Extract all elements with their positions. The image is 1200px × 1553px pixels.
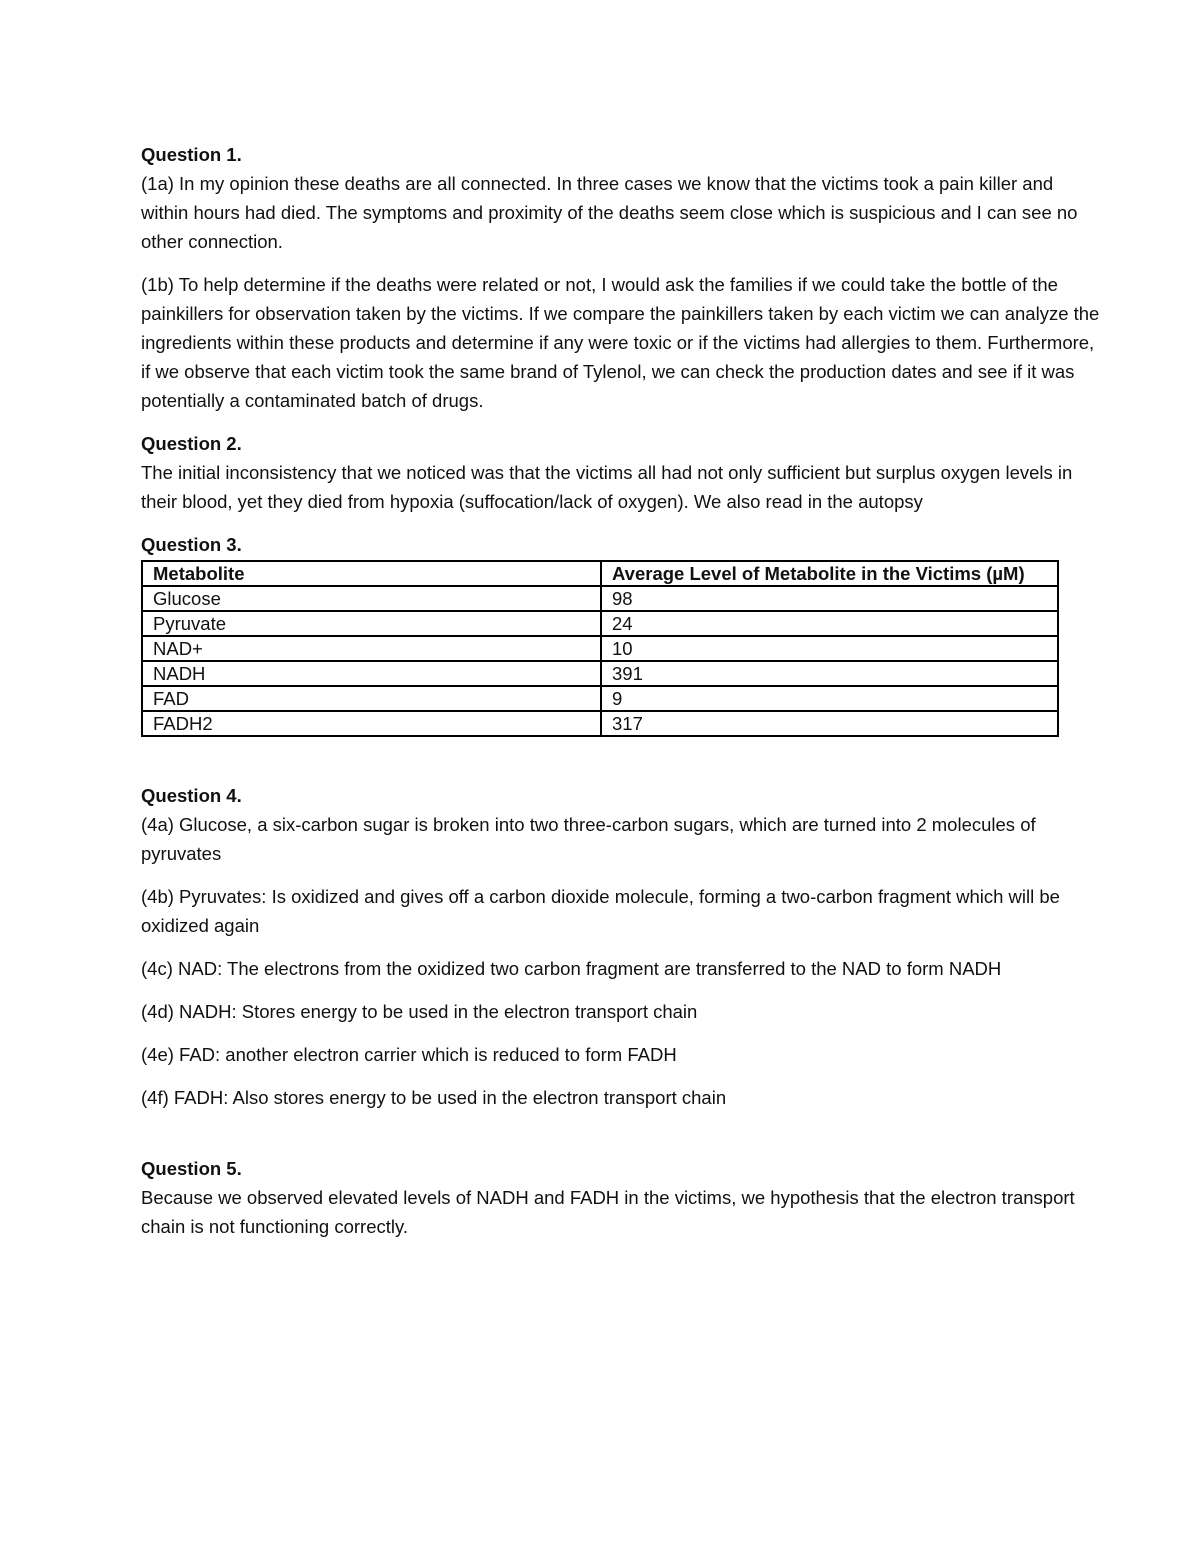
- document-page: [141, 140, 1101, 1255]
- answer-4c: [141, 954, 1101, 983]
- spacer: [141, 1126, 1101, 1154]
- answer-1b-label: (1b): [141, 274, 174, 295]
- answer-4a: [141, 810, 1101, 868]
- table-cell-level: 391: [601, 661, 1058, 686]
- table-cell-level: 9: [601, 686, 1058, 711]
- table-cell-level: 24: [601, 611, 1058, 636]
- table-header-metabolite: Metabolite: [142, 561, 601, 586]
- table-row: [142, 636, 1058, 661]
- table-row: [142, 586, 1058, 611]
- table-cell-level: 98: [601, 586, 1058, 611]
- answer-1a: [141, 169, 1101, 256]
- question-5-section: [141, 1154, 1101, 1241]
- answer-1a-text: In my opinion these deaths are all connected. In three cases we know that the victims took a pain killer and within hours had died. The symptoms and proximity of the deaths seem close which is suspicious and I can see no other connection.: [141, 173, 1078, 252]
- table-row: [142, 686, 1058, 711]
- table-cell-metabolite: Pyruvate: [142, 611, 601, 636]
- table-cell-metabolite: FADH2: [142, 711, 601, 736]
- answer-4a-text: Glucose, a six-carbon sugar is broken into two three-carbon sugars, which are turned into 2 molecules of pyruvates: [141, 814, 1036, 864]
- answer-4e-label: (4e): [141, 1044, 174, 1065]
- table-cell-metabolite: FAD: [142, 686, 601, 711]
- answer-4e-text: FAD: another electron carrier which is reduced to form FADH: [173, 1044, 677, 1065]
- question-1-heading: Question 1.: [141, 144, 242, 165]
- answer-4b: [141, 882, 1101, 940]
- answer-4e: [141, 1040, 1101, 1069]
- metabolite-table: [141, 560, 1059, 737]
- table-cell-metabolite: NADH: [142, 661, 601, 686]
- table-header-row: [142, 561, 1058, 586]
- question-5-heading: Question 5.: [141, 1158, 242, 1179]
- table-cell-level: 10: [601, 636, 1058, 661]
- answer-1b: [141, 270, 1101, 415]
- table-row: [142, 661, 1058, 686]
- answer-4d: [141, 997, 1101, 1026]
- answer-4b-text: Pyruvates: Is oxidized and gives off a carbon dioxide molecule, forming a two-carbon fragment which will be oxidized again: [141, 886, 1060, 936]
- answer-4d-label: (4d): [141, 1001, 174, 1022]
- answer-5-text: Because we observed elevated levels of NADH and FADH in the victims, we hypothesis that the electron transport chain is not functioning correctly.: [141, 1187, 1075, 1237]
- table-cell-level: 317: [601, 711, 1058, 736]
- table-cell-metabolite: Glucose: [142, 586, 601, 611]
- table-cell-metabolite: NAD+: [142, 636, 601, 661]
- answer-4f-label: (4f): [141, 1087, 169, 1108]
- table-row: [142, 711, 1058, 736]
- answer-4a-label: (4a): [141, 814, 174, 835]
- question-4-heading: Question 4.: [141, 785, 242, 806]
- table-row: [142, 611, 1058, 636]
- answer-4c-label: (4c): [141, 958, 173, 979]
- answer-2-text: The initial inconsistency that we noticed was that the victims all had not only sufficient but surplus oxygen levels in their blood, yet they died from hypoxia (suffocation/lack of oxygen). We also read in the autopsy: [141, 462, 1073, 512]
- question-3-section: [141, 530, 1101, 737]
- answer-4f: [141, 1083, 1101, 1112]
- answer-4b-label: (4b): [141, 886, 174, 907]
- answer-4d-text: NADH: Stores energy to be used in the electron transport chain: [173, 1001, 698, 1022]
- question-4-section: [141, 781, 1101, 1112]
- table-header-average-level: Average Level of Metabolite in the Victims (µM): [601, 561, 1058, 586]
- answer-1b-text: To help determine if the deaths were related or not, I would ask the families if we could take the bottle of the painkillers for observation taken by the victims. If we compare the painkillers taken by each victim we can analyze the ingredients within these products and determine if any were toxic or if the victims had allergies to them. Furthermore, if we observe that each victim took the same brand of Tylenol, we can check the production dates and see if it was potentially a contaminated batch of drugs.: [141, 274, 1100, 411]
- question-3-heading: Question 3.: [141, 534, 242, 555]
- question-2-section: [141, 429, 1101, 516]
- answer-1a-label: (1a): [141, 173, 174, 194]
- answer-4f-text: FADH: Also stores energy to be used in the electron transport chain: [168, 1087, 727, 1108]
- answer-4c-text: NAD: The electrons from the oxidized two carbon fragment are transferred to the NAD to form NADH: [172, 958, 1002, 979]
- question-1-section: [141, 140, 1101, 415]
- question-2-heading: Question 2.: [141, 433, 242, 454]
- spacer: [141, 737, 1101, 781]
